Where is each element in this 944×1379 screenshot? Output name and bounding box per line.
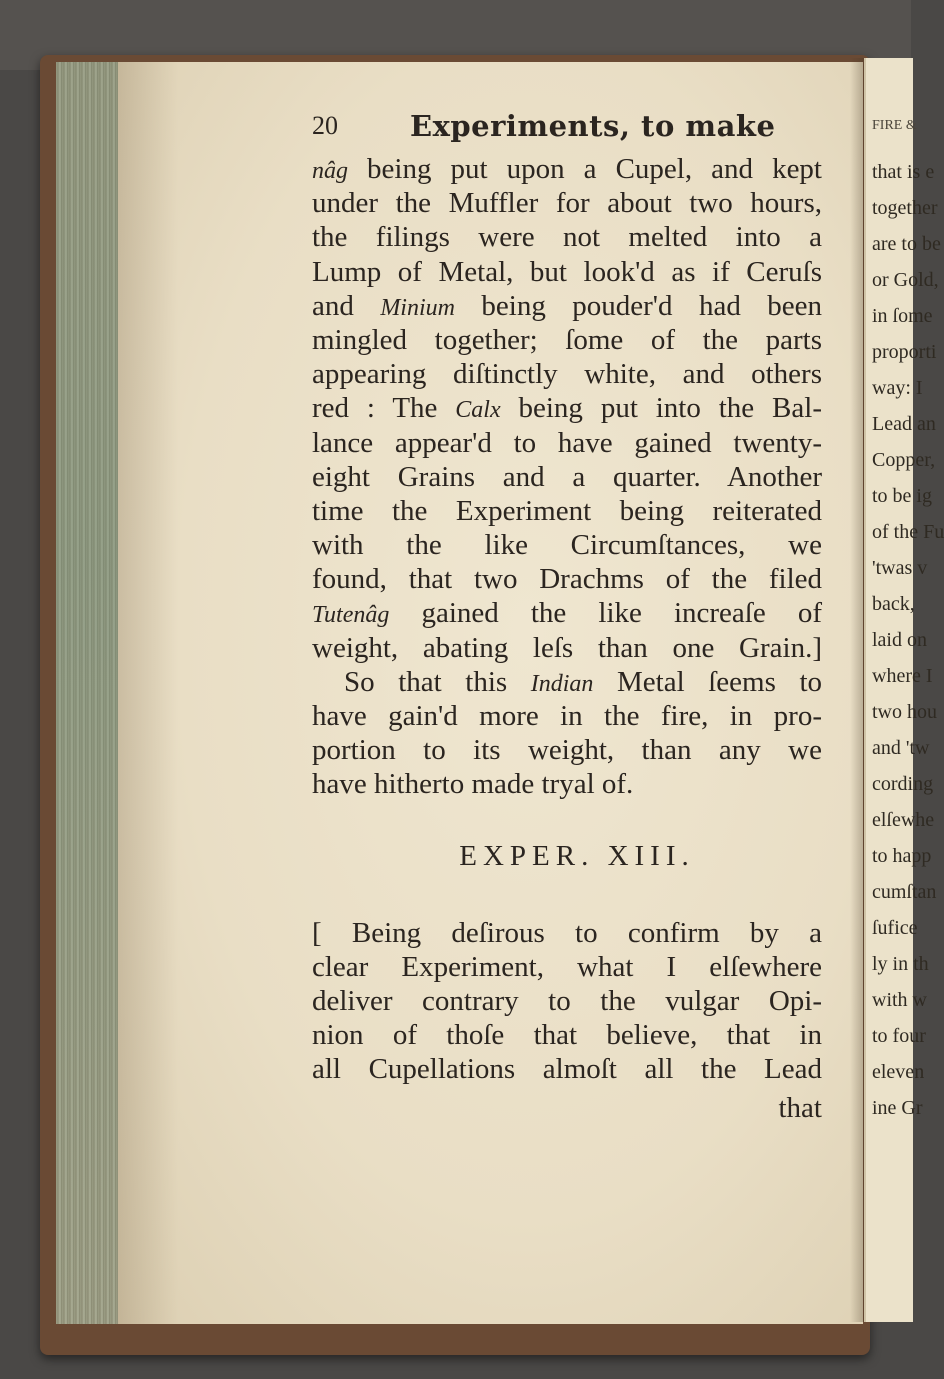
facing-page-fragment: to be ig — [872, 485, 932, 507]
catchword: that — [778, 1091, 822, 1124]
facing-page-fragment: that is e — [872, 161, 935, 183]
facing-page-fragment: elſewhe — [872, 809, 935, 831]
text-line: under the Muffler for about two hours, — [312, 187, 822, 220]
text-line: mingled together; ſome of the parts — [312, 323, 822, 356]
text-line: weight, abating leſs than one Grain.] — [312, 631, 822, 664]
text-line: and Minium being pouder'd had been — [312, 289, 822, 322]
text-line: lance appear'd to have gained twenty- — [312, 426, 822, 459]
facing-page — [864, 58, 944, 1322]
text-line: the filings were not melted into a — [312, 221, 822, 254]
facing-page-fragment: 'twas v — [872, 557, 928, 579]
page-number: 20 — [312, 111, 338, 140]
text-line: nion of thoſe that believe, that in — [312, 1019, 822, 1052]
facing-page-fragment: to four — [872, 1025, 926, 1047]
facing-page-head: FIRE & — [872, 118, 917, 133]
page-edges — [56, 62, 122, 1324]
text-line: [ Being deſirous to confirm by a — [312, 916, 822, 949]
text-block — [312, 100, 822, 1125]
paragraph-1 — [312, 152, 822, 665]
text-line: with the like Circumſtances, we — [312, 529, 822, 562]
text-line: red : The Calx being put into the Bal- — [312, 392, 822, 425]
text-line: time the Experiment being reiterated — [312, 494, 822, 527]
italic-word: Indian — [530, 670, 594, 697]
text-line: appearing diſtinctly white, and others — [312, 358, 822, 391]
italic-word: Calx — [455, 397, 501, 424]
facing-page-fragment: back, — [872, 593, 915, 615]
facing-page-lines — [866, 154, 944, 1126]
facing-page-fragment: ine Gr — [872, 1097, 923, 1119]
facing-page-fragment: cumſtan — [872, 881, 937, 903]
text-line: portion to its weight, than any we — [312, 734, 822, 767]
section-heading: EXPER. XIII. — [459, 839, 695, 872]
facing-page-fragment: Lead an — [872, 413, 936, 435]
facing-page-fragment: proporti — [872, 341, 937, 363]
text-line: found, that two Drachms of the filed — [312, 563, 822, 596]
facing-page-fragment: ſufice — [872, 917, 918, 939]
paragraph-3 — [312, 916, 822, 1087]
facing-page-fragment: where I — [872, 665, 933, 687]
facing-page-fragment: to happ — [872, 845, 932, 867]
page-header — [312, 100, 822, 152]
facing-page-fragment: Copper, — [872, 449, 936, 471]
facing-page-fragment: way: I — [872, 377, 923, 399]
text-line: So that this Indian Metal ſeems to — [344, 665, 822, 698]
italic-word: Minium — [380, 294, 455, 321]
running-head: Experiments, to make — [410, 109, 776, 143]
facing-page-fragment: and 'tw — [872, 737, 930, 759]
text-line: Tutenâg gained the like increaſe of — [312, 597, 822, 630]
facing-page-fragment: with w — [872, 989, 927, 1011]
facing-page-fragment: ly in th — [872, 953, 929, 975]
facing-page-fragment: in ſome — [872, 305, 933, 327]
text-line: nâg being put upon a Cupel, and kept — [312, 153, 822, 185]
facing-page-fragment: are to be — [872, 233, 941, 255]
text-line: Lump of Metal, but look'd as if Ceruſs — [312, 255, 822, 288]
text-line: have gain'd more in the fire, in pro- — [312, 700, 822, 732]
facing-page-fragment: or Gold, — [872, 269, 939, 291]
text-line: deliver contrary to the vulgar Opi- — [312, 984, 822, 1017]
italic-word: nâg — [312, 158, 348, 184]
facing-page-fragment: two hou — [872, 701, 937, 723]
facing-page-fragment: laid on — [872, 629, 927, 651]
text-line: eight Grains and a quarter. Another — [312, 460, 822, 493]
italic-word: Tutenâg — [312, 602, 390, 629]
text-line: clear Experiment, what I elſewhere — [312, 950, 822, 983]
facing-page-fragment: eleven — [872, 1061, 925, 1083]
facing-page-fragment: together — [872, 197, 938, 219]
text-line: all Cupellations almoſt all the Lead — [312, 1053, 822, 1086]
paragraph-2 — [312, 665, 822, 802]
facing-page-fragment: cording — [872, 773, 934, 795]
text-line: have hitherto made tryal of. — [312, 768, 634, 801]
facing-page-fragment: of the Fu — [872, 521, 944, 543]
